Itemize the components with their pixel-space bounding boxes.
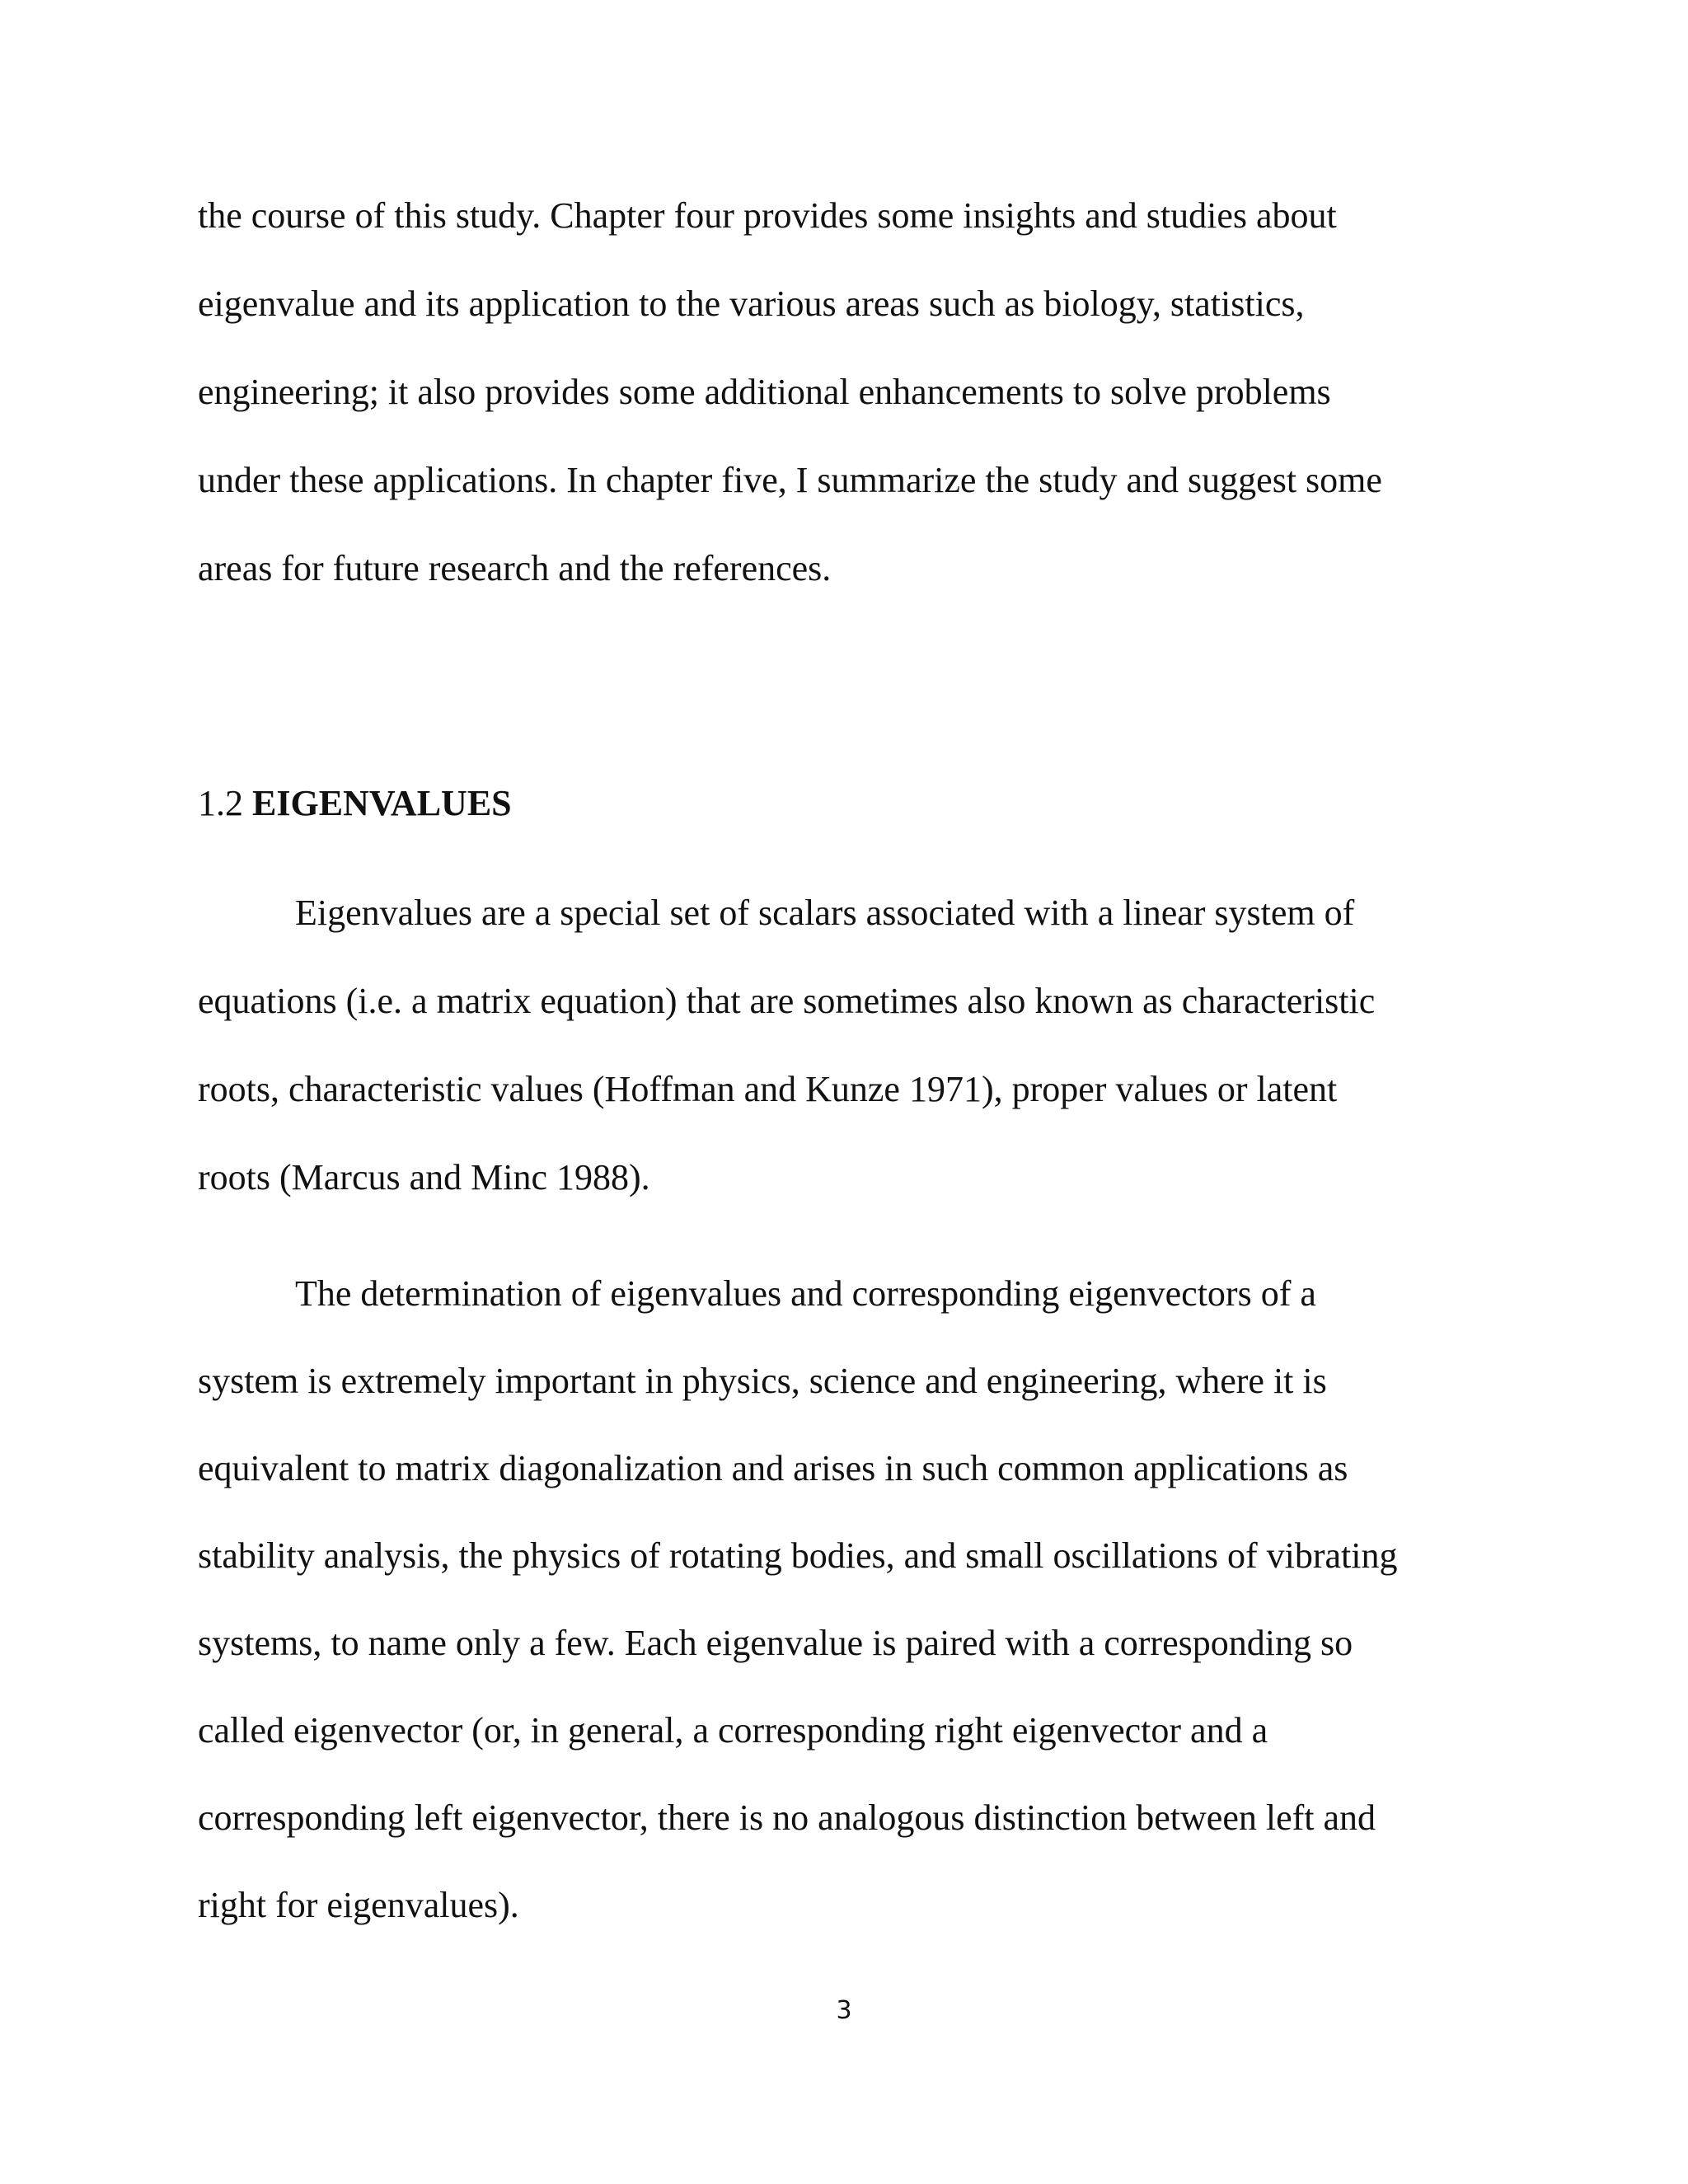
intro-line-1: the course of this study. Chapter four provides some insights and studies about [198,195,1337,236]
paragraph1-line-4: roots (Marcus and Minc 1988). [198,1157,650,1197]
section-number: 1.2 [198,783,243,823]
paragraph2-line-3: equivalent to matrix diagonalization and arises in such common applications as [198,1448,1348,1488]
paragraph2-line-5: systems, to name only a few. Each eigenvalue is paired with a corresponding so [198,1623,1353,1663]
section-title: EIGENVALUES [252,783,512,823]
intro-line-2: eigenvalue and its application to the various areas such as biology, statistics, [198,284,1305,324]
paragraph1-line-3: roots, characteristic values (Hoffman and Kunze 1971), proper values or latent [198,1069,1338,1109]
paragraph1-line-2: equations (i.e. a matrix equation) that are sometimes also known as characteristic [198,981,1376,1021]
section-heading [198,779,512,828]
paragraph2-line-6: called eigenvector (or, in general, a corresponding right eigenvector and a [198,1710,1268,1750]
paragraph2-line-1: The determination of eigenvalues and corresponding eigenvectors of a [295,1273,1316,1314]
paragraph1-line-1: Eigenvalues are a special set of scalars associated with a linear system of [295,893,1355,933]
page-number: 3 [836,1996,852,2025]
intro-line-3: engineering; it also provides some additional enhancements to solve problems [198,372,1331,412]
paragraph2-line-8: right for eigenvalues). [198,1885,519,1925]
paragraph2-line-4: stability analysis, the physics of rotating bodies, and small oscillations of vibrating [198,1535,1398,1576]
paragraph2-line-7: corresponding left eigenvector, there is no analogous distinction between left and [198,1797,1376,1838]
paragraph2-line-2: system is extremely important in physics, science and engineering, where it is [198,1361,1327,1401]
intro-line-5: areas for future research and the references. [198,548,832,588]
intro-line-4: under these applications. In chapter five, I summarize the study and suggest some [198,460,1382,500]
